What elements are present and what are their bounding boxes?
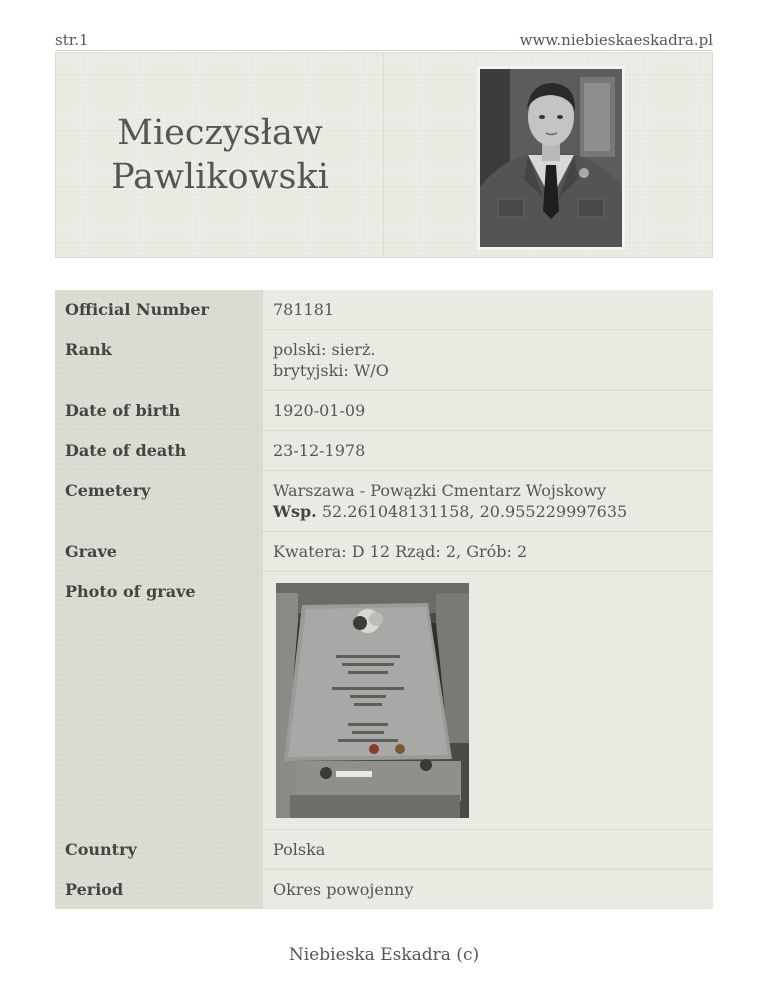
official-number-value: 781181 bbox=[263, 290, 714, 330]
cemetery-label: Cemetery bbox=[55, 471, 263, 532]
rank-polish: polski: sierż. bbox=[273, 340, 376, 359]
header-divider bbox=[383, 53, 384, 257]
period-label: Period bbox=[55, 870, 263, 910]
last-name: Pawlikowski bbox=[111, 157, 329, 197]
cemetery-value bbox=[263, 471, 714, 532]
profile-header bbox=[55, 52, 713, 258]
portrait-photo bbox=[477, 66, 625, 250]
coords-label: Wsp. bbox=[273, 502, 317, 521]
birth-value: 1920-01-09 bbox=[263, 391, 714, 431]
photo-value bbox=[263, 572, 714, 830]
page-number: str.1 bbox=[55, 31, 89, 49]
details-table bbox=[55, 290, 713, 909]
row-cemetery bbox=[55, 471, 713, 532]
footer-copyright: Niebieska Eskadra (c) bbox=[288, 945, 480, 965]
row-country bbox=[55, 830, 713, 870]
grave-label: Grave bbox=[55, 532, 263, 572]
top-bar bbox=[55, 30, 713, 51]
rank-value bbox=[263, 330, 714, 391]
period-value: Okres powojenny bbox=[263, 870, 714, 910]
row-rank bbox=[55, 330, 713, 391]
birth-label: Date of birth bbox=[55, 391, 263, 431]
row-photo bbox=[55, 572, 713, 830]
first-name: Mieczysław bbox=[117, 113, 323, 153]
grave-value: Kwatera: D 12 Rząd: 2, Grób: 2 bbox=[263, 532, 714, 572]
row-period bbox=[55, 870, 713, 910]
row-death bbox=[55, 431, 713, 471]
person-name bbox=[56, 111, 384, 199]
rank-label: Rank bbox=[55, 330, 263, 391]
official-number-label: Official Number bbox=[55, 290, 263, 330]
death-label: Date of death bbox=[55, 431, 263, 471]
cemetery-name: Warszawa - Powązki Cmentarz Wojskowy bbox=[273, 481, 607, 500]
photo-label: Photo of grave bbox=[55, 572, 263, 830]
rank-british: brytyjski: W/O bbox=[273, 361, 389, 380]
grave-photo[interactable] bbox=[276, 583, 469, 818]
country-label: Country bbox=[55, 830, 263, 870]
row-official-number bbox=[55, 290, 713, 330]
site-url[interactable]: www.niebieskaeskadra.pl bbox=[519, 31, 713, 49]
death-value: 23-12-1978 bbox=[263, 431, 714, 471]
coords-value[interactable]: 52.261048131158, 20.955229997635 bbox=[321, 502, 628, 521]
row-birth bbox=[55, 391, 713, 431]
row-grave bbox=[55, 532, 713, 572]
cemetery-coordinates bbox=[273, 501, 703, 522]
country-value: Polska bbox=[263, 830, 714, 870]
